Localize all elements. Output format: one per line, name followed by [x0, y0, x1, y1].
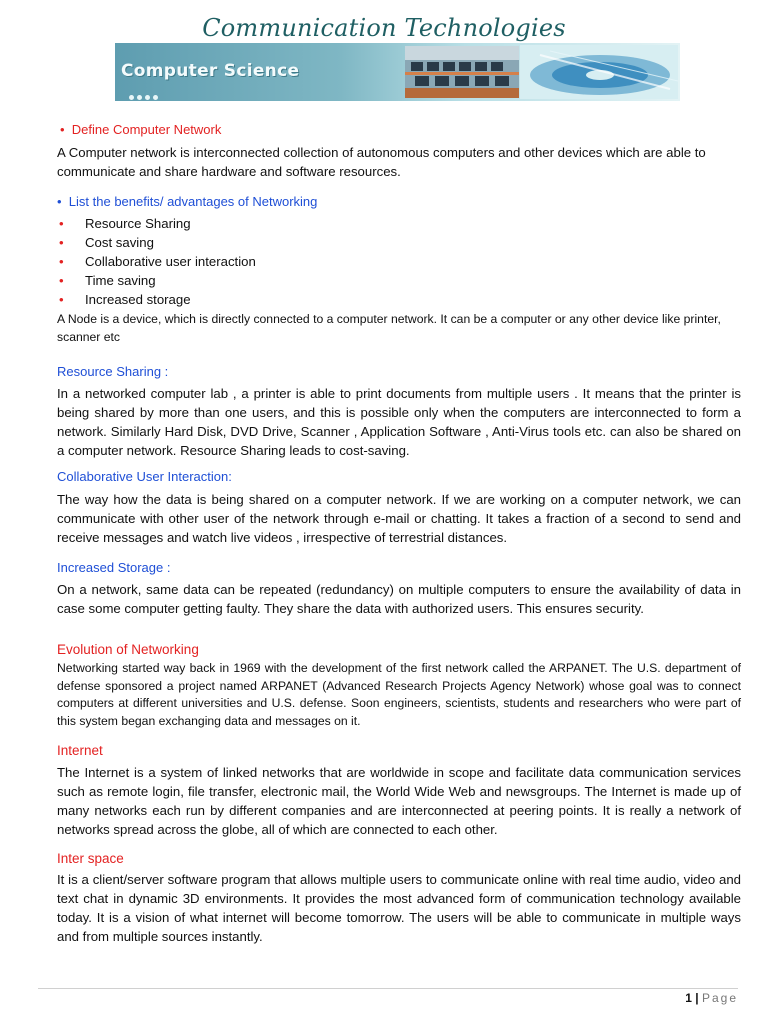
interspace-body: It is a client/server software program that allows multiple users to communicate online with real time audio, video and text chat in dynamic 3D environments. It provides the most advanced form of communication technology available today. It is a vision of what internet will become tomorrow. The users will be able to communicate in multiple ways and from multiple sources instantly.	[57, 872, 741, 944]
page-label: Page	[701, 991, 738, 1005]
computer-lab-image	[405, 46, 519, 98]
benefits-heading-text: List the benefits/ advantages of Networking	[68, 194, 318, 209]
list-item: • Resource Sharing	[59, 216, 191, 231]
page-footer	[685, 991, 738, 1005]
resource-sharing-body: In a networked computer lab , a printer is able to print documents from multiple users . It means that the printer is being shared by more than one users, and this is possible only when the computers are interconnected to form a network. Similarly Hard Disk, DVD Drive, Scanner , Application Software , Anti-Virus tools etc. can also be shared on a computer network. Resource Sharing leads to cost-saving.	[57, 386, 741, 458]
increased-storage-body: On a network, same data can be repeated (redundancy) on multiple computers to ensure the availability of data in case some computer getting faulty. They share the data with authorized users. This ensures security.	[57, 582, 741, 616]
bullet-icon: •	[60, 122, 65, 137]
banner-dots-decoration	[129, 87, 173, 93]
page-title: Communication Technologies	[202, 14, 566, 42]
benefits-heading	[57, 194, 317, 209]
bullet-icon: •	[59, 216, 64, 231]
bullet-icon: •	[59, 235, 64, 250]
list-item: • Increased storage	[59, 292, 191, 307]
increased-storage-heading: Increased Storage :	[57, 560, 171, 575]
internet-body: The Internet is a system of linked networks that are worldwide in scope and facilitate data communication services such as remote login, file transfer, electronic mail, the World Wide Web and newsgroups. The Internet is made up of many networks each run by different companies and are interconnected at peering points. It is really a network of networks spread across the globe, all of which are connected to each other.	[57, 765, 741, 837]
collaborative-body: The way how the data is being shared on a computer network. If we are working on a computer network, we can communicate with other user of the network through e-mail or chatting. It takes a fraction of a second to send and receive messages and watch live videos , irrespective of terrestrial distances.	[57, 492, 741, 545]
bullet-icon: •	[59, 254, 64, 269]
bullet-icon: •	[57, 194, 62, 209]
page-separator: |	[695, 991, 699, 1005]
list-item: • Collaborative user interaction	[59, 254, 256, 269]
define-body: A Computer network is interconnected collection of autonomous computers and other devices which are able to communicate and share hardware and software resources.	[57, 145, 706, 179]
bullet-icon: •	[59, 292, 64, 307]
evolution-heading: Evolution of Networking	[57, 642, 199, 657]
define-heading-text: Define Computer Network	[71, 122, 222, 137]
node-definition: A Node is a device, which is directly connected to a computer network. It can be a computer or any other device like printer, scanner etc	[57, 312, 721, 344]
computer-science-banner	[115, 43, 680, 101]
banner-text: Computer Science	[121, 61, 300, 81]
interspace-heading: Inter space	[57, 851, 124, 866]
resource-sharing-heading: Resource Sharing :	[57, 364, 169, 379]
internet-heading: Internet	[57, 743, 103, 758]
define-heading	[60, 122, 221, 137]
page-number: 1	[685, 991, 692, 1005]
list-item: • Cost saving	[59, 235, 154, 250]
list-item: • Time saving	[59, 273, 156, 288]
footer-divider	[38, 988, 738, 989]
collaborative-heading: Collaborative User Interaction:	[57, 469, 232, 484]
evolution-body: Networking started way back in 1969 with the development of the first network called the ARPANET. The U.S. department of defense sponsored a project named ARPANET (Advanced Research Projects Agency Network) whose goal was to connect computers at different universities and U.S. defense. Soon engineers, scientists, students and researchers who were part of this system began exchanging data and messages on it.	[57, 661, 741, 728]
data-disc-image	[520, 45, 678, 99]
bullet-icon: •	[59, 273, 64, 288]
